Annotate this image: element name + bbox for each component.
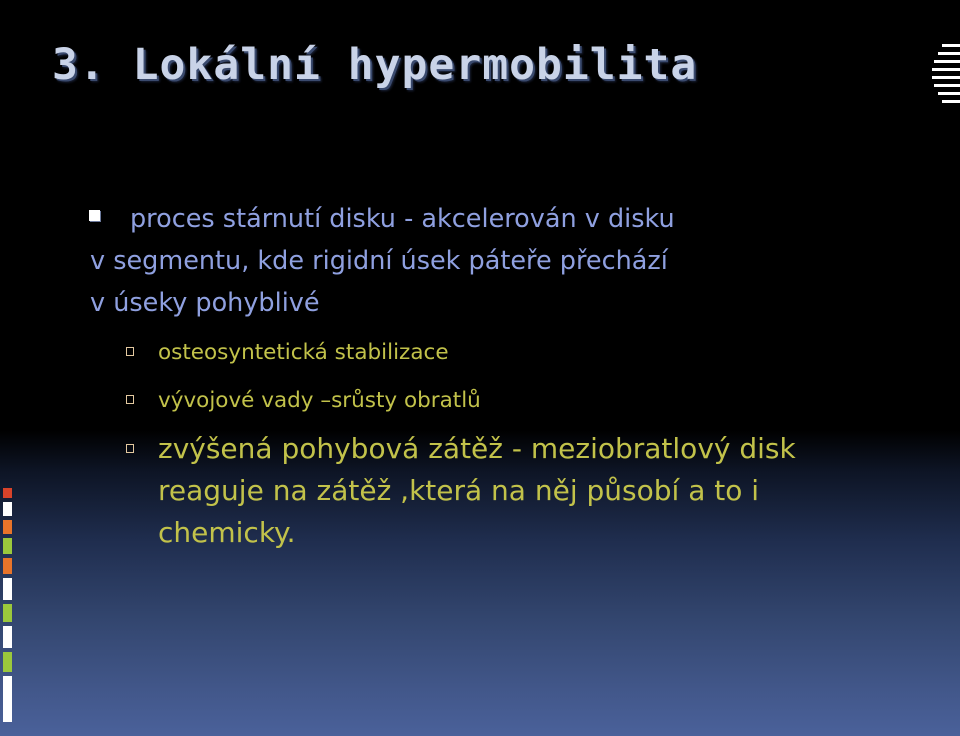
sub-bullet-item [126, 336, 886, 370]
sub-bullet-text: zvýšená pohybová zátěž - meziobratlový disk reaguje na zátěž ,která na něj působí a to i chemicky. [158, 432, 796, 549]
hollow-square-icon [126, 347, 134, 356]
decor-segment [3, 558, 12, 574]
sub-bullet-text: vývojové vady –srůsty obratlů [158, 388, 481, 413]
decor-segment [3, 578, 12, 600]
main-bullet-line: v segmentu, kde rigidní úsek páteře přechází [90, 246, 668, 276]
main-bullet-line: proces stárnutí disku - akcelerován v disku [130, 204, 675, 234]
sub-bullet-item [126, 428, 886, 554]
decorative-bars-left [0, 488, 14, 728]
decor-bar [932, 68, 960, 71]
decor-segment [3, 626, 12, 648]
decor-segment [3, 676, 12, 722]
decor-bar [938, 92, 960, 95]
main-bullet-line: v úseky pohyblivé [90, 288, 320, 318]
sub-bullet-item [126, 384, 886, 418]
sub-bullet-text: osteosyntetická stabilizace [158, 340, 449, 365]
decor-bar [942, 100, 960, 103]
decor-segment [3, 604, 12, 622]
white-square-icon [89, 210, 100, 221]
decor-bar [938, 52, 960, 55]
decor-segment [3, 488, 12, 498]
decor-bar [934, 84, 960, 87]
slide-title: 3. Lokální hypermobilita [52, 40, 698, 90]
decor-segment [3, 520, 12, 534]
decor-segment [3, 652, 12, 672]
decor-bar [934, 60, 960, 63]
decor-segment [3, 502, 12, 516]
main-bullet-text [90, 198, 790, 324]
decor-bar [932, 76, 960, 79]
decor-segment [3, 538, 12, 554]
hollow-square-icon [126, 395, 134, 404]
sub-bullet-list [126, 336, 886, 554]
decorative-bars-right [932, 44, 960, 124]
decor-bar [942, 44, 960, 47]
main-bullet [90, 198, 790, 324]
hollow-square-icon [126, 444, 134, 453]
